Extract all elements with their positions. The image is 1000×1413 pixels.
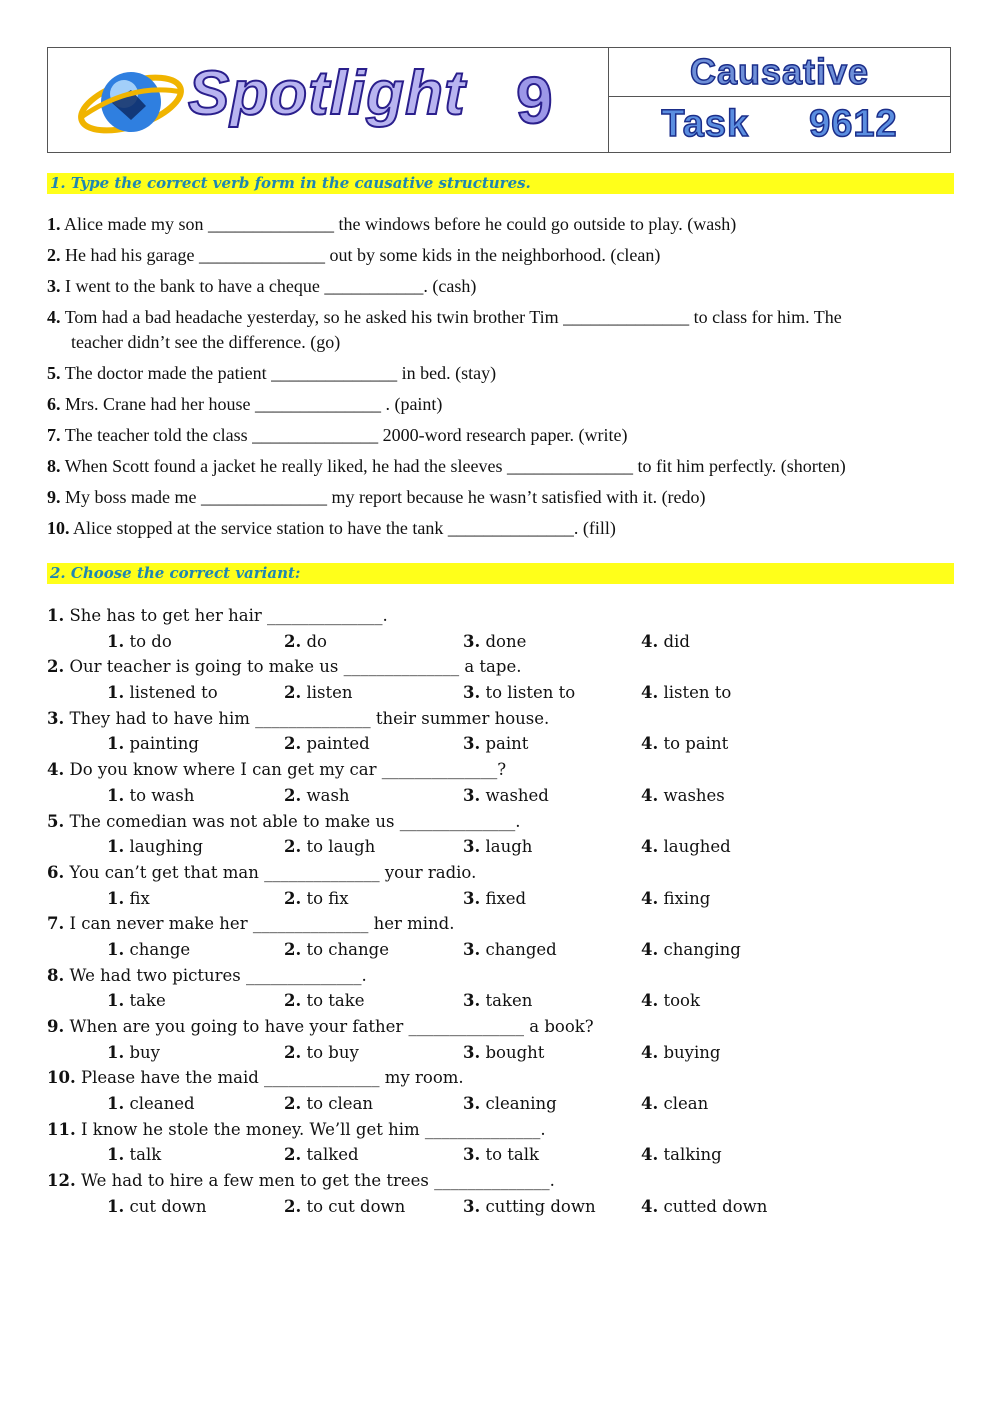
option-number: 3. (463, 734, 481, 754)
option-text: took (663, 991, 700, 1011)
task-label: Task (661, 103, 750, 145)
option-number: 1. (107, 837, 125, 857)
option-number: 3. (463, 1094, 481, 1114)
question-text: I can never make her ______________ her mind. (69, 914, 455, 934)
option-number: 1. (107, 939, 125, 959)
option-text: fixed (485, 888, 527, 908)
section-2-list (47, 603, 957, 1220)
section-1-list (47, 212, 957, 547)
answer-option[interactable] (107, 834, 203, 860)
option-text: cutting down (485, 1196, 596, 1216)
option-number: 2. (284, 631, 302, 651)
section-2-title: 2. Choose the correct variant: (47, 563, 954, 584)
answer-option[interactable] (107, 1142, 161, 1168)
answer-option[interactable] (284, 783, 350, 809)
option-text: washed (485, 785, 549, 805)
answer-option[interactable] (284, 886, 349, 912)
option-text: laughing (129, 837, 203, 857)
list-item: 8. When Scott found a jacket he really liked, he had the sleeves ______________ to fit him perfectly. (shorten) (47, 456, 846, 476)
options-row (47, 1142, 957, 1168)
option-number: 4. (641, 1042, 659, 1062)
option-number: 3. (463, 683, 481, 703)
question-row (47, 1117, 957, 1143)
list-item: 9. My boss made me ______________ my report because he wasn’t satisfied with it. (redo) (47, 487, 706, 507)
question-row (47, 1014, 957, 1040)
option-text: done (485, 631, 527, 651)
option-text: to change (306, 939, 389, 959)
answer-option[interactable] (463, 834, 532, 860)
option-text: wash (306, 785, 350, 805)
question-row (47, 911, 957, 937)
question-number: 5. (47, 811, 65, 831)
answer-option[interactable] (641, 937, 741, 963)
option-number: 4. (641, 1196, 659, 1216)
answer-option[interactable] (284, 1091, 373, 1117)
question-text: When are you going to have your father ______________ a book? (69, 1017, 594, 1036)
option-number: 2. (284, 683, 302, 703)
option-number: 3. (463, 991, 481, 1011)
option-number: 4. (641, 1094, 659, 1114)
options-row (47, 731, 957, 757)
option-text: bought (485, 1042, 545, 1062)
answer-option[interactable] (284, 629, 327, 655)
option-text: painting (129, 734, 199, 754)
answer-option[interactable] (107, 1194, 206, 1220)
question-text: We had to hire a few men to get the trees ______________. (80, 1171, 555, 1191)
option-number: 3. (463, 631, 481, 651)
question-number: 12. (47, 1171, 76, 1191)
question-text: Do you know where I can get my car ______________? (69, 760, 507, 780)
question-number: 8. (47, 965, 65, 985)
list-item: 10. Alice stopped at the service station to have the tank ______________. (fill) (47, 518, 616, 538)
topic-box (609, 48, 950, 97)
option-number: 2. (284, 1042, 302, 1062)
answer-option[interactable] (284, 937, 389, 963)
answer-option[interactable] (284, 731, 370, 757)
option-text: to do (129, 631, 172, 651)
option-text: take (129, 991, 166, 1011)
list-item: 5. The doctor made the patient ______________ in bed. (stay) (47, 363, 497, 383)
question-number: 1. (47, 606, 65, 625)
option-number: 3. (463, 888, 481, 908)
option-number: 2. (284, 734, 302, 754)
option-number: 2. (284, 888, 302, 908)
answer-option[interactable] (641, 783, 725, 809)
option-text: to talk (485, 1145, 540, 1165)
question-text: You can’t get that man ______________ your radio. (69, 862, 477, 882)
question-number: 9. (47, 1017, 65, 1036)
topic-title: Causative (689, 51, 870, 92)
answer-option[interactable] (641, 834, 731, 860)
option-text: cutted down (663, 1196, 768, 1216)
list-item: 2. He had his garage ______________ out by some kids in the neighborhood. (clean) (47, 245, 661, 265)
options-row (47, 937, 957, 963)
option-number: 1. (107, 785, 125, 805)
option-number: 1. (107, 631, 125, 651)
option-text: to listen to (485, 683, 576, 703)
question-number: 6. (47, 862, 65, 882)
question-text: Please have the maid ______________ my room. (80, 1068, 464, 1088)
options-row (47, 1194, 957, 1220)
question-row (47, 963, 957, 989)
option-number: 2. (284, 1145, 302, 1165)
option-number: 4. (641, 785, 659, 805)
option-text: talking (663, 1145, 722, 1165)
options-row (47, 629, 957, 655)
task-number: 9612 (809, 103, 898, 145)
option-text: did (663, 631, 690, 651)
option-text: cut down (129, 1196, 207, 1216)
option-number: 1. (107, 1042, 125, 1062)
option-text: listen to (663, 683, 732, 703)
list-item: 7. The teacher told the class ______________ 2000-word research paper. (write) (47, 425, 628, 445)
option-number: 2. (284, 785, 302, 805)
logo-cell (48, 48, 609, 152)
answer-option[interactable] (463, 886, 526, 912)
options-row (47, 783, 957, 809)
option-number: 3. (463, 939, 481, 959)
question-text: Our teacher is going to make us ______________ a tape. (69, 657, 522, 677)
answer-option[interactable] (107, 629, 172, 655)
question-row (47, 1168, 957, 1194)
answer-option[interactable] (463, 680, 575, 706)
option-text: fixing (663, 888, 711, 908)
question-row (47, 603, 957, 629)
option-text: paint (485, 734, 529, 754)
answer-option[interactable] (284, 1194, 405, 1220)
options-row (47, 680, 957, 706)
question-text: They had to have him ______________ their summer house. (69, 708, 550, 728)
option-text: to take (306, 991, 365, 1011)
option-text: changed (485, 939, 557, 959)
title-cell (609, 48, 950, 152)
option-text: listened to (129, 683, 218, 703)
list-item: 6. Mrs. Crane had her house ______________ . (paint) (47, 394, 443, 414)
logo-spotlight: Spotlight (188, 59, 466, 128)
task-box (609, 97, 950, 152)
answer-option[interactable] (463, 1091, 557, 1117)
question-row (47, 654, 957, 680)
option-number: 2. (284, 939, 302, 959)
question-text: I know he stole the money. We’ll get him ______________. (80, 1119, 546, 1139)
answer-option[interactable] (641, 680, 731, 706)
option-number: 3. (463, 1042, 481, 1062)
options-row (47, 1040, 957, 1066)
question-row (47, 706, 957, 732)
answer-option[interactable] (463, 1040, 544, 1066)
answer-option[interactable] (284, 988, 365, 1014)
worksheet-header (47, 47, 951, 153)
answer-option[interactable] (463, 1142, 539, 1168)
option-number: 2. (284, 1196, 302, 1216)
option-text: to clean (306, 1094, 374, 1114)
option-number: 2. (284, 1094, 302, 1114)
answer-option[interactable] (641, 1091, 708, 1117)
option-text: to buy (306, 1042, 359, 1062)
options-row (47, 886, 957, 912)
option-number: 3. (463, 785, 481, 805)
answer-option[interactable] (107, 731, 199, 757)
logo-grade-number: 9 (516, 63, 553, 137)
option-number: 4. (641, 991, 659, 1011)
answer-option[interactable] (641, 731, 728, 757)
options-row (47, 988, 957, 1014)
option-text: clean (663, 1094, 709, 1114)
options-row (47, 834, 957, 860)
option-text: buying (663, 1042, 721, 1062)
answer-option[interactable] (107, 1091, 195, 1117)
option-text: cleaned (129, 1094, 195, 1114)
option-text: to wash (129, 785, 195, 805)
answer-option[interactable] (284, 1142, 359, 1168)
answer-option[interactable] (284, 834, 375, 860)
section-1-title: 1. Type the correct verb form in the causative structures. (47, 173, 954, 194)
option-number: 3. (463, 837, 481, 857)
option-number: 4. (641, 939, 659, 959)
question-text: The comedian was not able to make us ______________. (69, 811, 521, 831)
answer-option[interactable] (641, 1040, 720, 1066)
answer-option[interactable] (107, 886, 150, 912)
option-text: changing (663, 939, 741, 959)
answer-option[interactable] (107, 1040, 160, 1066)
option-text: talk (129, 1145, 162, 1165)
option-text: to paint (663, 734, 729, 754)
answer-option[interactable] (463, 1194, 596, 1220)
answer-option[interactable] (107, 680, 218, 706)
option-number: 1. (107, 991, 125, 1011)
option-number: 1. (107, 1145, 125, 1165)
option-text: listen (306, 683, 353, 703)
option-text: fix (129, 888, 150, 908)
options-row (47, 1091, 957, 1117)
option-number: 4. (641, 734, 659, 754)
option-number: 4. (641, 888, 659, 908)
option-text: painted (306, 734, 370, 754)
answer-option[interactable] (463, 783, 549, 809)
answer-option[interactable] (641, 988, 700, 1014)
option-number: 4. (641, 683, 659, 703)
question-row (47, 809, 957, 835)
option-text: buy (129, 1042, 160, 1062)
option-number: 2. (284, 991, 302, 1011)
answer-option[interactable] (641, 1194, 767, 1220)
option-text: taken (485, 991, 533, 1011)
answer-option[interactable] (463, 731, 528, 757)
question-number: 3. (47, 708, 65, 728)
question-row (47, 1065, 957, 1091)
question-number: 4. (47, 760, 65, 780)
option-text: to laugh (306, 837, 376, 857)
question-number: 11. (47, 1119, 76, 1139)
option-number: 1. (107, 1094, 125, 1114)
question-number: 10. (47, 1068, 76, 1088)
question-row (47, 860, 957, 886)
answer-option[interactable] (284, 1040, 359, 1066)
option-number: 4. (641, 837, 659, 857)
answer-option[interactable] (107, 937, 190, 963)
answer-option[interactable] (284, 680, 353, 706)
option-text: to fix (306, 888, 349, 908)
option-text: laughed (663, 837, 731, 857)
option-number: 1. (107, 683, 125, 703)
option-text: do (306, 631, 327, 651)
list-item: 4. Tom had a bad headache yesterday, so he asked his twin brother Tim ______________ to class for him. The teacher didn’t see the difference. (go) (47, 307, 842, 352)
option-text: washes (663, 785, 725, 805)
answer-option[interactable] (641, 629, 690, 655)
answer-option[interactable] (463, 988, 532, 1014)
question-number: 2. (47, 657, 65, 677)
answer-option[interactable] (641, 1142, 722, 1168)
answer-option[interactable] (107, 783, 194, 809)
option-number: 1. (107, 734, 125, 754)
question-row (47, 757, 957, 783)
list-item: 1. Alice made my son ______________ the windows before he could go outside to play. (wash) (47, 214, 737, 234)
option-number: 1. (107, 888, 125, 908)
option-text: to cut down (306, 1196, 406, 1216)
answer-option[interactable] (463, 937, 557, 963)
option-number: 1. (107, 1196, 125, 1216)
globe-logo-icon (76, 62, 186, 142)
option-number: 3. (463, 1145, 481, 1165)
option-text: cleaning (485, 1094, 557, 1114)
answer-option[interactable] (107, 988, 166, 1014)
option-text: laugh (485, 837, 533, 857)
question-number: 7. (47, 914, 65, 934)
option-number: 3. (463, 1196, 481, 1216)
answer-option[interactable] (641, 886, 710, 912)
question-text: We had two pictures ______________. (69, 965, 367, 985)
option-number: 4. (641, 1145, 659, 1165)
question-text: She has to get her hair ______________. (69, 606, 388, 625)
option-number: 4. (641, 631, 659, 651)
option-text: change (129, 939, 191, 959)
answer-option[interactable] (463, 629, 526, 655)
list-item: 3. I went to the bank to have a cheque ___________. (cash) (47, 276, 477, 296)
option-text: talked (306, 1145, 359, 1165)
option-number: 2. (284, 837, 302, 857)
